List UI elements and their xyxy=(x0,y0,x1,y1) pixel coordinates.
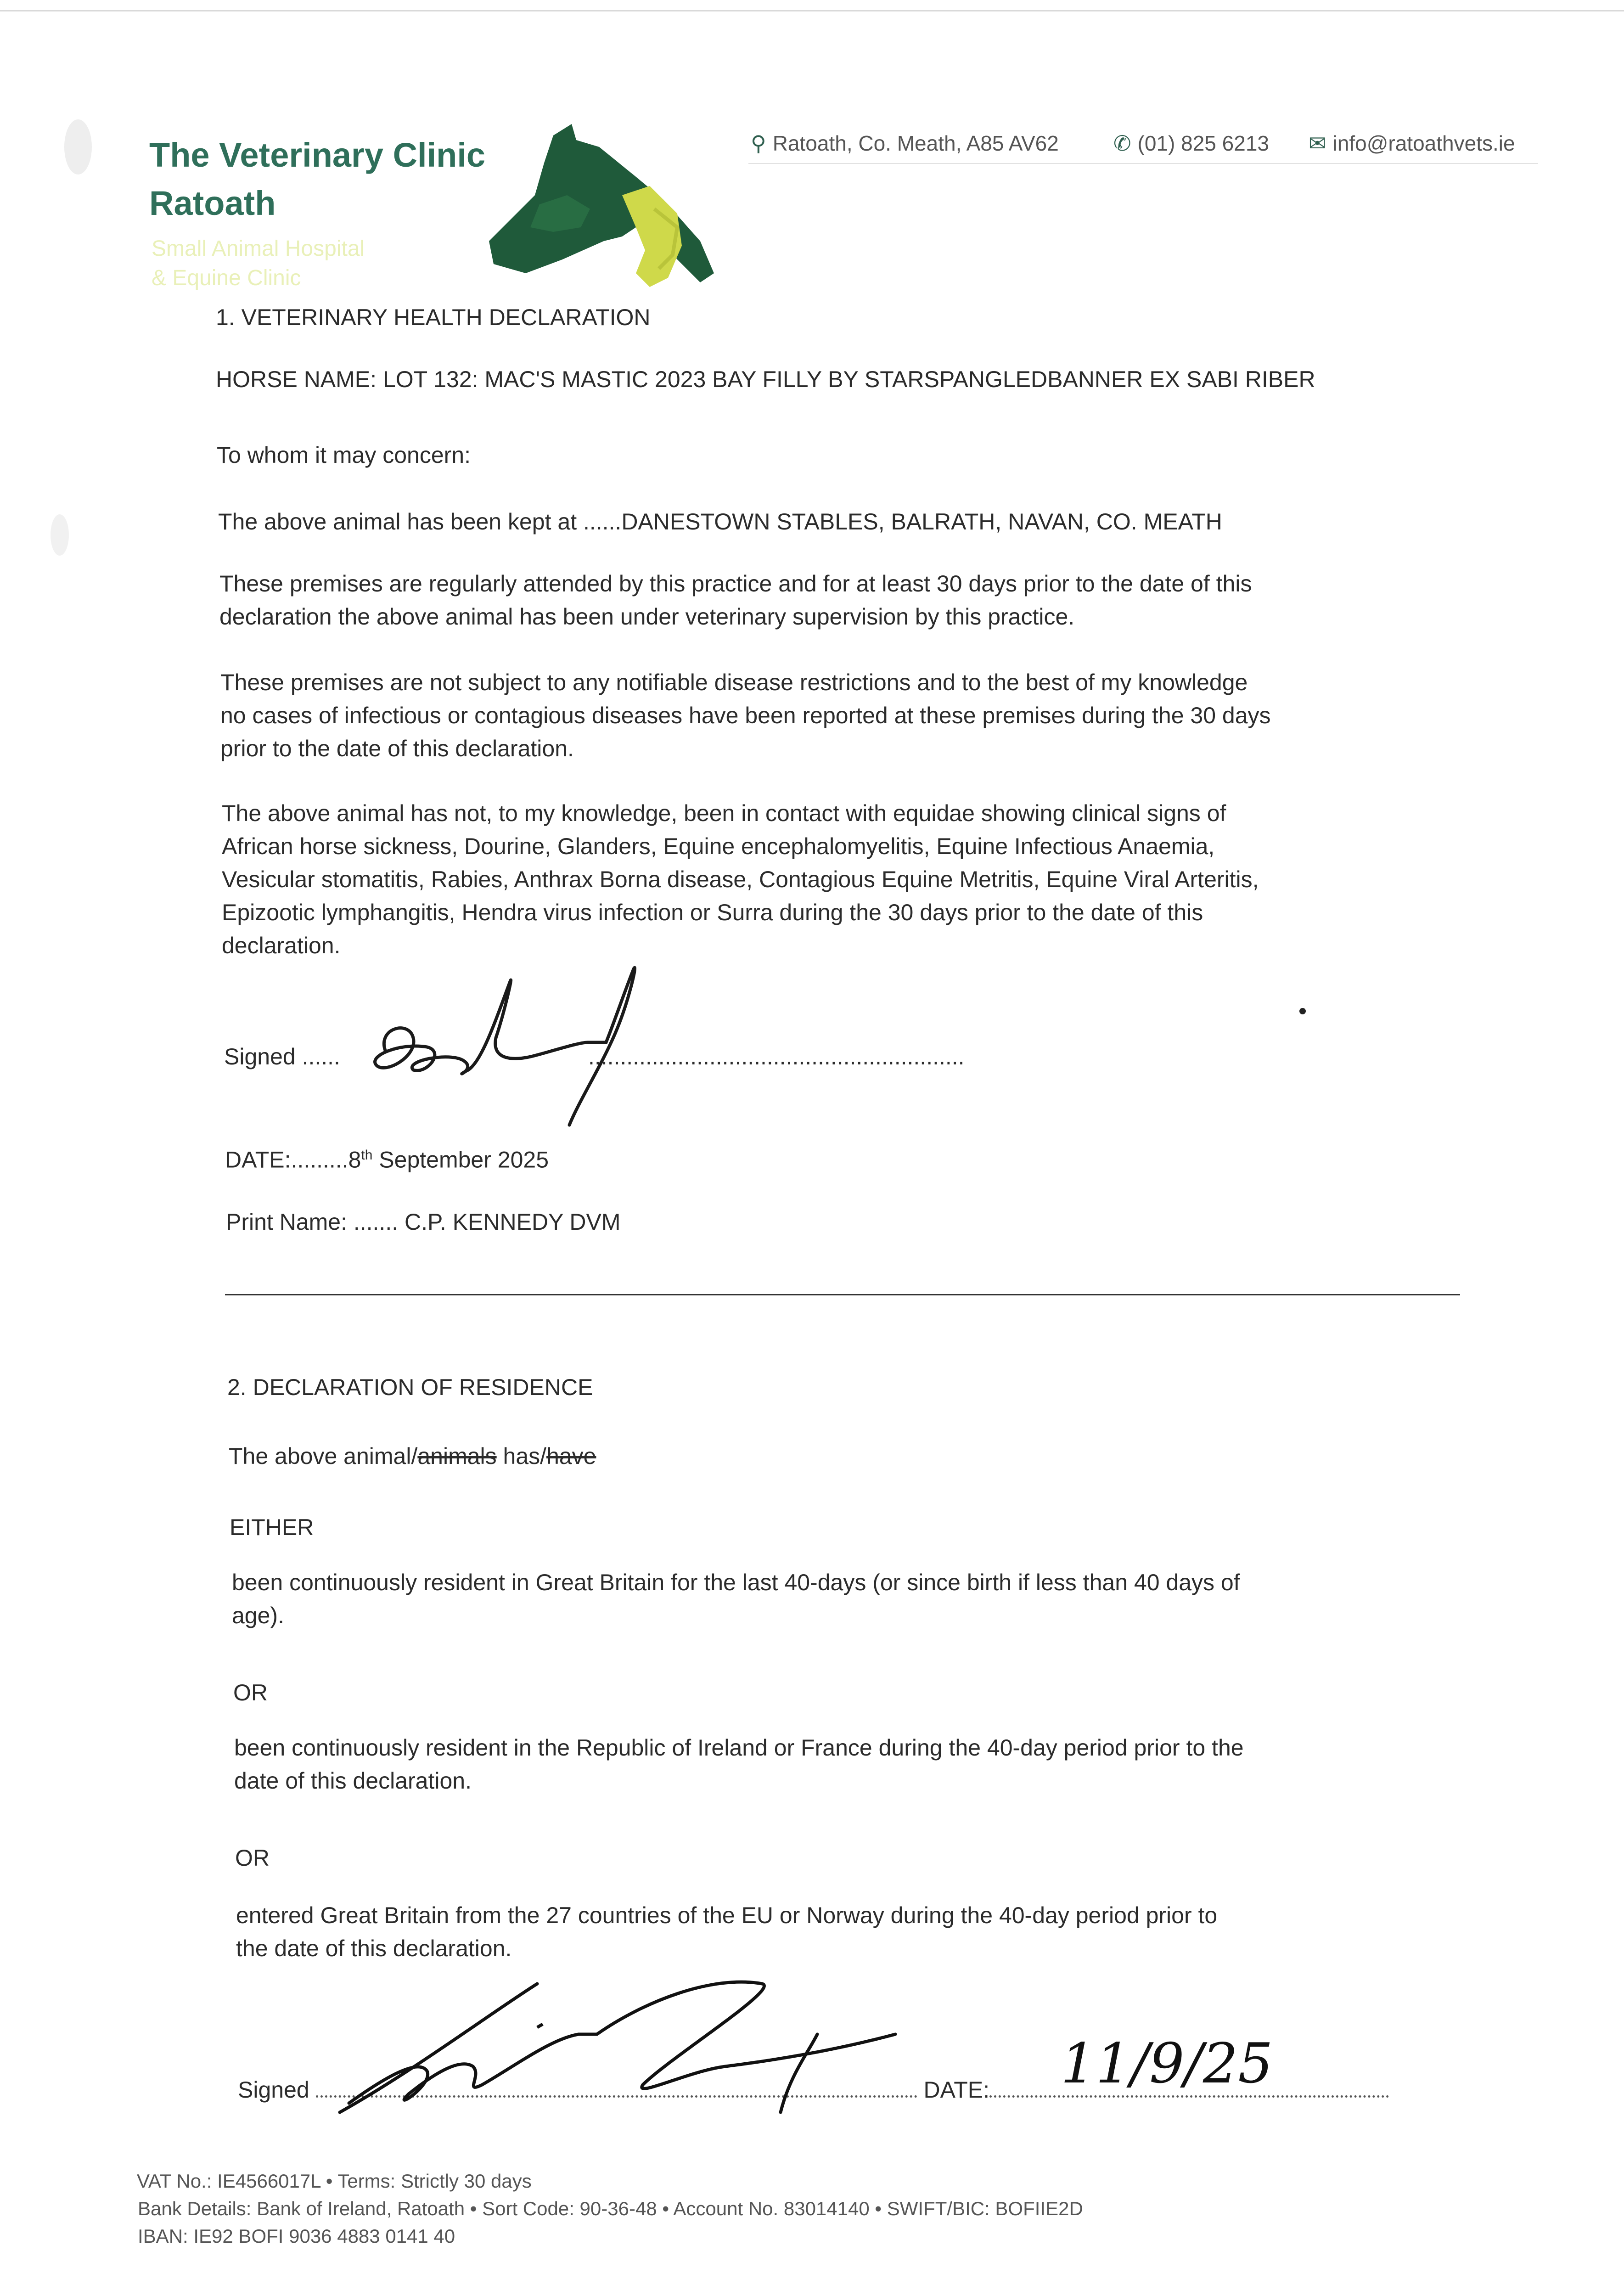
date-suffix: th xyxy=(361,1148,373,1163)
address-text: Ratoath, Co. Meath, A85 AV62 xyxy=(772,131,1059,155)
para-line: date of this declaration. xyxy=(234,1768,472,1794)
section2-heading: 2. DECLARATION OF RESIDENCE xyxy=(227,1374,593,1400)
para-line: These premises are regularly attended by this practice and for at least 30 days prior to the date of this xyxy=(219,571,1252,597)
clinic-sub-line2: & Equine Clinic xyxy=(152,266,301,290)
clinic-name-line1: The Veterinary Clinic xyxy=(149,136,486,174)
salutation: To whom it may concern: xyxy=(217,442,471,468)
print-name-value: C.P. KENNEDY DVM xyxy=(398,1209,621,1235)
para-line: The above animal has not, to my knowledge, been in contact with equidae showing clinical signs of xyxy=(222,800,1226,826)
email-text: info@ratoathvets.ie xyxy=(1332,131,1515,155)
struck-text: animals xyxy=(417,1443,497,1469)
para-line: been continuously resident in the Republic of Ireland or France during the 40-day period prior to the xyxy=(234,1735,1244,1761)
para-line: age). xyxy=(232,1603,284,1628)
envelope-icon: ✉ xyxy=(1309,131,1326,155)
paragraph-restrictions xyxy=(220,666,1469,765)
para-line: entered Great Britain from the 27 countries of the EU or Norway during the 40-day period prior to xyxy=(236,1902,1218,1928)
signed-label: Signed xyxy=(238,2077,309,2103)
para-line: African horse sickness, Dourine, Glanders, Equine encephalomyelitis, Equine Infectious Anaemia, xyxy=(222,833,1215,859)
kept-at-value: DANESTOWN STABLES, BALRATH, NAVAN, CO. MEATH xyxy=(621,509,1222,535)
intro-text: The above animal/ xyxy=(229,1443,418,1469)
section-divider xyxy=(225,1294,1460,1295)
struck-text: have xyxy=(546,1443,596,1469)
para-line: These premises are not subject to any notifiable disease restrictions and to the best of my knowledge xyxy=(220,670,1248,695)
signed-label: Signed ...... xyxy=(224,1044,340,1069)
option-gb-resident xyxy=(232,1566,1481,1632)
paragraph-supervision xyxy=(219,567,1468,633)
either-label: EITHER xyxy=(230,1514,314,1540)
para-line: been continuously resident in Great Britain for the last 40-days (or since birth if less than 40 days of xyxy=(232,1570,1240,1595)
para-line: the date of this declaration. xyxy=(236,1936,512,1961)
para-line: declaration. xyxy=(222,933,341,958)
print-name-line xyxy=(226,1205,621,1238)
contact-address xyxy=(751,131,1059,156)
para-line: prior to the date of this declaration. xyxy=(220,736,574,761)
clinic-name xyxy=(149,131,485,227)
clinic-sub-line1: Small Animal Hospital xyxy=(152,236,365,261)
scan-speck xyxy=(51,514,69,556)
phone-text: (01) 825 6213 xyxy=(1137,131,1269,155)
phone-icon: ✆ xyxy=(1113,131,1131,155)
horse-logo-icon xyxy=(484,122,723,296)
scan-edge-line xyxy=(0,10,1624,11)
date-day: 8 xyxy=(348,1147,361,1173)
para-line: Epizootic lymphangitis, Hendra virus infection or Surra during the 30 days prior to the date of this xyxy=(222,900,1203,925)
residence-intro xyxy=(229,1440,596,1473)
contact-phone xyxy=(1113,131,1269,156)
intro-text: has/ xyxy=(496,1443,547,1469)
para-line: no cases of infectious or contagious diseases have been reported at these premises during the 30 days xyxy=(220,703,1271,728)
scan-dot xyxy=(1299,1008,1306,1014)
date-label: DATE:......... xyxy=(225,1147,348,1173)
print-name-label: Print Name: ....... xyxy=(226,1209,399,1235)
or-label: OR xyxy=(233,1680,268,1705)
option-eu-norway xyxy=(236,1899,1485,1965)
kept-at-label: The above animal has been kept at ...... xyxy=(218,509,622,535)
signature-1 xyxy=(358,964,652,1139)
footer-bank: Bank Details: Bank of Ireland, Ratoath • Sort Code: 90-36-48 • Account No. 83014140 • SWIFT/BIC: BOFIIE2D xyxy=(138,2198,1083,2219)
handwritten-date: 11/9/25 xyxy=(1061,2032,1273,2096)
paragraph-diseases xyxy=(222,797,1507,962)
footer-vat: VAT No.: IE4566017L • Terms: Strictly 30 days xyxy=(137,2170,532,2192)
date-line-1 xyxy=(225,1139,549,1176)
scan-speck xyxy=(64,119,92,174)
option-ireland-france xyxy=(234,1731,1483,1797)
clinic-name-line2: Ratoath xyxy=(149,184,276,222)
para-line: declaration the above animal has been under veterinary supervision by this practice. xyxy=(219,604,1075,630)
date-label: DATE: xyxy=(923,2077,990,2103)
contact-email xyxy=(1309,131,1515,156)
footer-iban: IBAN: IE92 BOFI 9036 4883 0141 40 xyxy=(138,2225,455,2247)
date-rest: September 2025 xyxy=(372,1147,549,1173)
kept-at-line xyxy=(218,505,1222,538)
para-line: Vesicular stomatitis, Rabies, Anthrax Borna disease, Contagious Equine Metritis, Equine Viral Arteritis, xyxy=(222,867,1259,892)
clinic-subtitle xyxy=(152,234,365,293)
location-pin-icon: ⚲ xyxy=(751,131,766,155)
or-label: OR xyxy=(235,1845,270,1871)
horse-name: HORSE NAME: LOT 132: MAC'S MASTIC 2023 BAY FILLY BY STARSPANGLEDBANNER EX SABI RIBER xyxy=(216,366,1315,392)
signed-dots: ........................................................... xyxy=(588,1044,965,1069)
section1-heading: 1. VETERINARY HEALTH DECLARATION xyxy=(216,304,651,330)
header-rule xyxy=(748,163,1538,164)
signature-2 xyxy=(321,1965,941,2131)
